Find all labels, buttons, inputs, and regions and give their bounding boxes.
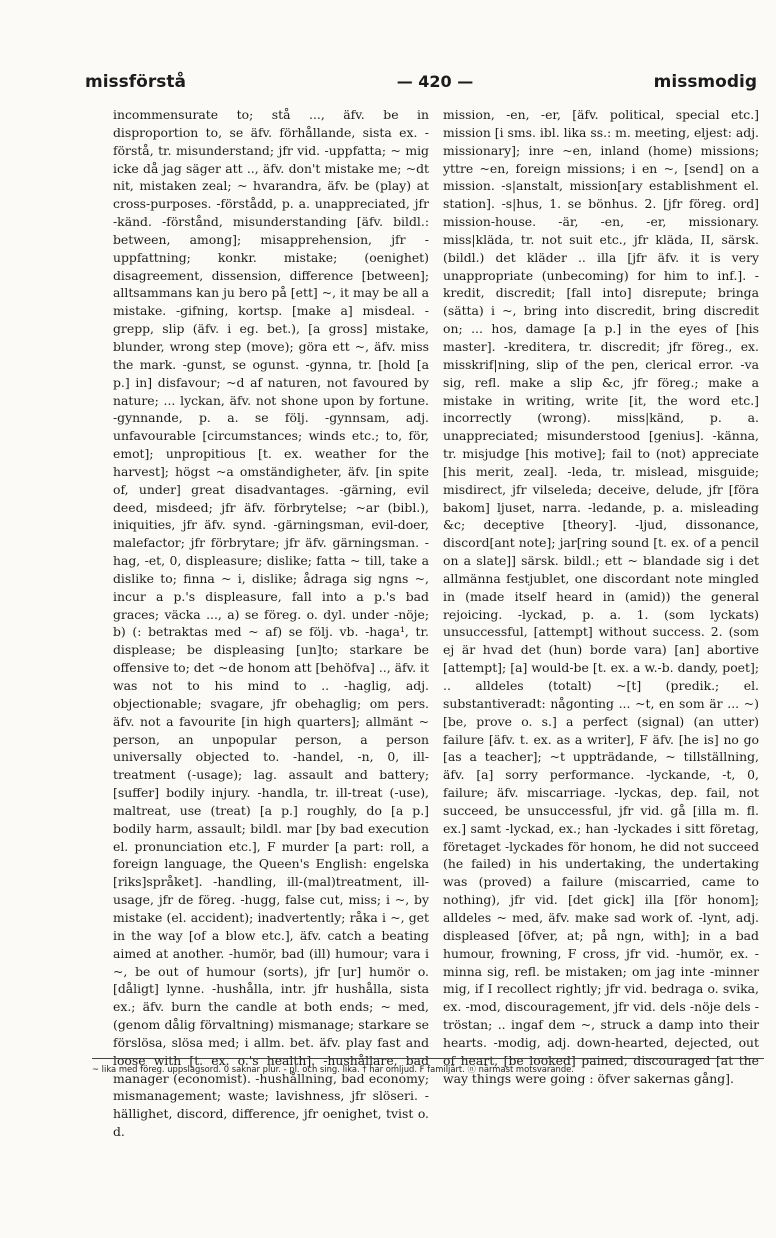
page-header [85, 72, 757, 100]
abbreviation-key-footer: ~ lika med föreg. uppslagsord. 0 saknar plur. - pl. och sing. lika. † har omljud. F familjärt. ⓝ närmast motsvarande. [92, 1058, 764, 1075]
right-guide-word: missmodig [653, 72, 757, 92]
right-column [443, 106, 759, 1086]
right-column-text: mission, -en, -er, [äfv. political, special etc.] mission [i sms. ibl. lika ss.: m. meeting, eljest: adj. missionary]; inre ~en, inland (home) missions; yttre ~en, foreign missions; i en ~, [send] on a mission. -s|anstalt, mission[ary establishment el. station]. -s|hus, 1. se bönhus. 2. [jfr föreg. ord] mission-house. -är, -en, -er, missionary. miss|kläda, tr. not suit etc., jfr kläda, II, särsk. (bildl.) det kläder .. illa [jfr äfv. it is very unappropriate (unbecoming) for him to inf.]. -kredit, discredit; [fall into] disrepute; bringa (sätta) i ~, bring into discredit, bring discredit on; ... hos, damage [a p.] in the eyes of [his master]. -kreditera, tr. discredit; jfr föreg., ex. misskrif|ning, slip of the pen, clerical error. -va sig, refl. make a slip &c, jfr föreg.; make a mistake in writing, write [it, the word etc.] incorrectly (wrong). miss|känd, p. a. unappreciated; misunderstood [genius]. -känna, tr. misjudge [his motive]; fail to (not) appreciate [his merit, zeal]. -leda, tr. mislead, misguide; misdirect, jfr vilseleda; deceive, delude, jfr [föra bakom] ljuset, narra. -ledande, p. a. misleading &c; deceptive [theory]. -ljud, dissonance, discord[ant note]; jar[ring sound [t. ex. of a pencil on a slate]] särsk. bildl.; ett ~ blandade sig i det allmänna festjublet, one discordant note mingled in (made itself heard in (amid)) the general rejoicing. -lyckad, p. a. 1. (som lyckats) unsuccessful, [attempt] without success. 2. (som ej är hvad det (hun) borde vara) [an] abortive [attempt]; [a] would-be [t. ex. a w.-b. dandy, poet]; .. alldeles (totalt) ~[t] (predik.; el. substantiveradt: någonting ... ~t, en som är ... ~) [be, prove o. s.] a perfect (signal) (an utter) failure [äfv. t. ex. as a writer], F äfv. [he is] no go [as a teacher]; ~t uppträdande, ~ tillställning, äfv. [a] sorry performance. -lyckande, -t, 0, failure; äfv. miscarriage. -lyckas, dep. fail, not succeed, be unsuccessful, jfr vid. gå [illa m. fl. ex.] samt -lyckad, ex.; han -lyckades i sitt företag, företaget -lyckades för honom, he did not succeed (he failed) in his undertaking, the undertaking was (proved) a failure (miscarried, came to nothing), jfr vid. [det gick] illa [för honom]; alldeles ~ med, äfv. make sad work of. -lynt, adj. displeased [öfver, at; på ngn, with]; in a bad humour, frowning, F cross, jfr vid. -humör, ex. -minna sig, refl. be mistaken; om jag inte -minner mig, if I recollect rightly; jfr vid. bedraga o. svika, ex. -mod, discouragement, jfr vid. dels -nöje dels -tröstan; .. ingaf dem ~, struck a damp into their hearts. -modig, adj. down-hearted, dejected, out of heart, [be looked] pained, discouraged [at the way things were going : öfver sakernas gång]. [443, 107, 759, 1086]
page-number: — 420 — [396, 72, 474, 91]
left-column-text: incommensurate to; stå ..., äfv. be in disproportion to, se äfv. förhållande, sista ex. -förstå, tr. misunderstand; jfr vid. -uppfatta; ~ mig icke då jag säger att .., äfv. don't mistake me; ~dt nit, mistaken zeal; ~ hvarandra, äfv. be (play) at cross-purposes. -förstådd, p. a. unappreciated, jfr -känd. -förstånd, misunderstanding [äfv. bildl.: between, among]; misapprehension, jfr -uppfattning; konkr. mistake; (oenighet) disagreement, dissension, difference [between]; alltsammans kan ju bero på [ett] ~, it may be all a mistake. -gifning, kortsp. [make a] misdeal. -grepp, slip (äfv. i eg. bet.), [a gross] mistake, blunder, wrong step (move); göra ett ~, äfv. miss the mark. -gunst, se ogunst. -gynna, tr. [hold [a p.] in] disfavour; ~d af naturen, not favoured by nature; ... lyckan, äfv. not shone upon by fortune. -gynnande, p. a. se följ. -gynnsam, adj. unfavourable [circumstances; winds etc.; to, för, emot]; unpropitious [t. ex. weather for the harvest]; högst ~a omständigheter, äfv. [in spite of, under] great disadvantages. -gärning, evil deed, misdeed; jfr äfv. förbrytelse; ~ar (bibl.), iniquities, jfr äfv. synd. -gärningsman, evil-doer, malefactor; jfr förbrytare; jfr äfv. gärningsman. -hag, -et, 0, displeasure; dislike; fatta ~ till, take a dislike to; finna ~ i, dislike; ådraga sig ngns ~, incur a p.'s displeasure, fall into a p.'s bad graces; väcka ..., a) se föreg. o. dyl. under -nöje; b) (: betraktas med ~ af) se följ. vb. -haga¹, tr. displease; be displeasing [un]to; starkare be offensive to; det ~de honom att [behöfva] .., äfv. it was not to his mind to .. -haglig, adj. objectionable; svagare, jfr obehaglig; om pers. äfv. not a favourite [in high quarters]; allmänt ~ person, an unpopular person, a person universally objected to. -handel, -n, 0, ill-treatment (-usage); lag. assault and battery; [suffer] bodily injury. -handla, tr. ill-treat (-use), maltreat, use (treat) [a p.] roughly, do [a p.] bodily harm, assault; bildl. mar [by bad execution el. pronunciation etc.], F murder [a part: roll, a foreign language, the Queen's English: engelska [riks]språket]. -handling, ill-(mal)treatment, ill-usage, jfr de föreg. -hugg, false cut, miss; i ~, by mistake (el. accident); inadvertently; råka i ~, get in the way [of a blow etc.], äfv. catch a beating aimed at another. -humör, bad (ill) humour; vara i ~, be out of humour (sorts), jfr [ur] humör o. [dåligt] lynne. -hushålla, intr. jfr hushålla, sista ex.; äfv. burn the candle at both ends; ~ med, (genom dålig förvaltning) mismanage; starkare se förslösa, slösa med; i allm. bet. äfv. play fast and loose with [t. ex. o.'s health]. -hushållare, bad manager (economist). -hushållning, bad economy; mismanagement; waste; lavishness, jfr slöseri. -hällighet, discord, difference, jfr oenighet, tvist o. d. [113, 107, 429, 1140]
left-guide-word: missförstå [85, 72, 186, 92]
